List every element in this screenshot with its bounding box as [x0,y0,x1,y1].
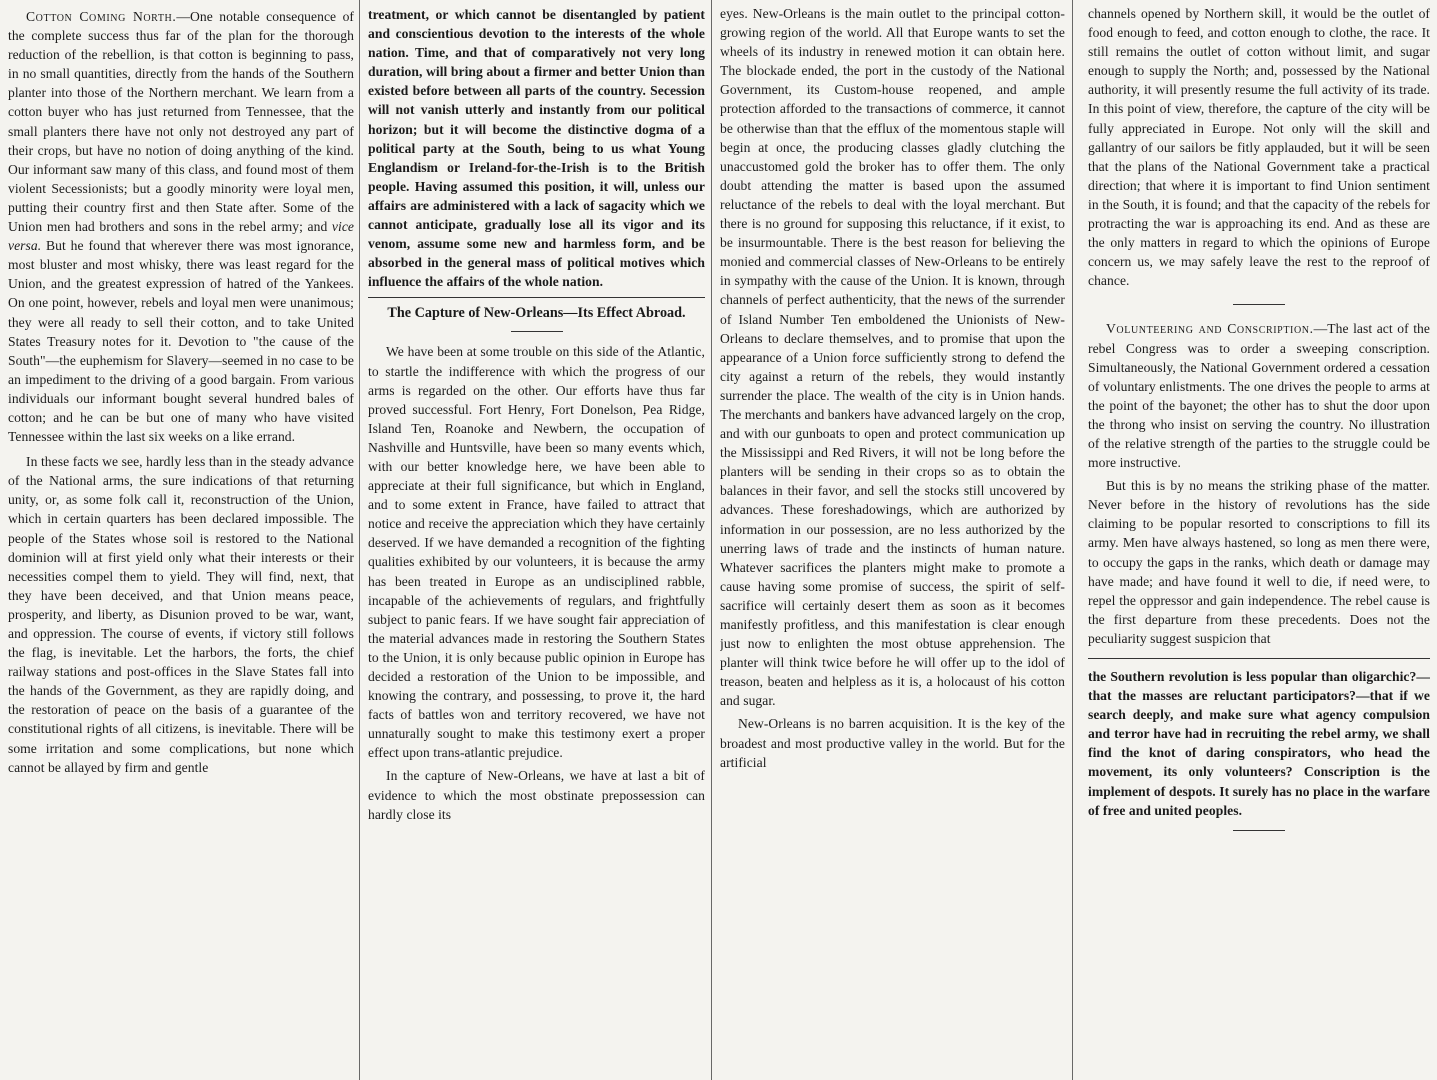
conscription-article-lead: Volunteering and Conscription. [1106,321,1314,337]
cotton-article-paragraph-2: In these facts we see, hardly less than in the steady advance of the National arms, the sure indications of that returning unity, or, as some folk call it, reconstruction of the Union, which in certain quarters has been declared impossible. The people of the States whose soil is restored to the National dominion will at first yield only what their interests or their necessities compel them to yield. They will find, next, that they have been deceived, and that Union means peace, prosperity, and liberty, as Disunion proved to be war, want, and oppression. The course of events, if victory still follows the flag, is inevitable. Let the harbors, the forts, the chief railway stations and post-offices in the Slave States fall into the hands of the Government, as they are rapidly doing, and the restoration of peace on the basis of a guarantee of the constitutional rights of all citizens, is inevitable. There will be some irritation and some complications, but none which cannot be allayed by firm and gentle [8,454,354,775]
column-4 [1088,0,1430,1080]
capture-article-paragraph-1: We have been at some trouble on this side of the Atlantic, to startle the indifference with which the progress of our arms is regarded on the other. Our efforts have thus far proved successful. Fort Henry, Fort Donelson, Pea Ridge, Island Ten, Roanoke and Newbern, the occupation of Nashville and Huntsville, have been so many events which, with our better knowledge here, we have been able to appreciate at their full significance, but which in England, and to some extent in France, have failed to attract that notice and receive the appreciation which they have certainly deserved. If we have demanded a recognition of the fighting qualities exhibited by our volunteers, it is because the army has been treated in Europe as an undisciplined rabble, incapable of the achievements of regulars, and frightfully subject to panic fears. If we have sought fair appreciation of the material advances made in restoring the Southern States to the Union, it is only because public opinion in Europe has decided a restoration of the Union to be impossible, and knowing the contrary, and possessing, to prove it, the hard facts of battles won and territory recovered, we have not unnaturally sought to make this testimony exert a proper effect upon trans-atlantic prejudice. [368,344,705,761]
column-2 [368,0,705,1080]
capture-article-conclusion: channels opened by Northern skill, it would be the outlet of food enough to feed, and cotton enough to clothe, the race. It still remains the outlet of cotton without limit, and sugar enough to supply the North; and, possessed by the National authority, it will presently resume the full activity of its trade. In this point of view, therefore, the capture of the city will be fully appreciated in Europe. Not only will the skill and gallantry of our sailors be fitly applauded, but it will be seen that the plans of the National Government take a practical direction; that where it is important to find Union sentiment in the South, it is found; and that the capacity of the rebels for protracting the war is approaching its end. And as these are the only matters in regard to which the opinions of Europe concern us, we may safely leave the rest to the reproof of chance. [1088,6,1430,289]
conscription-article-paragraph-2: But this is by no means the striking phase of the matter. Never before in the history of revolutions has the side claiming to be popular resorted to conscriptions to fill its army. Men have always hastened, so long as men there were, to occupy the gaps in the ranks, which death or damage may have made; and have found it well to die, if need were, to repel the oppressor and gain independence. The rebel cause is the first departure from these precedents. Does not the peculiarity suggest suspicion that [1088,478,1430,646]
capture-article-continuation: eyes. New-Orleans is the main outlet to the principal cotton-growing region of the world. All that Europe wants to set the wheels of its industry in renewed motion it can obtain here. The blockade ended, the port in the custody of the National Government, its Custom-house reopened, and ample protection afforded to the transactions of commerce, it cannot be otherwise than that the efflux of the momentous staple will begin at once, the producing classes gladly clutching the unaccustomed gold the broker has to offer them. The only doubt attending the matter is based upon the assumed reluctance of the rebels to deal with the loyal merchant. But there is no ground for supposing this reluctance, if it exist, to be insurmountable. There is the best reason for believing the monied and commercial classes of New-Orleans to be entirely in sympathy with the cause of the Union. It is known, through channels of perfect authenticity, that the news of the surrender of Island Number Ten emboldened the Unionists of New-Orleans to declare themselves, and to promise that upon the appearance of a Union force sufficiently strong to defend the city against a return of the rebels, they would instantly surrender the place. The wealth of the city is in Union hands. The merchants and bankers have advanced largely on the crop, and with our gunboats to open and protect communication up the Mississippi and Red Rivers, it will not be long before the planters will be sending in their crops so as to obtain the balances in their favor, and sell the stocks still uncovered by advances. These foreshadowings, which are authorized by information in our possession, are no less authorized by the unerring laws of trade and the instincts of human nature. Whatever sacrifices the planters might make to promote a cause having some promise of success, the spirit of self-sacrifice will certainly desert them as soon as it becomes manifestly profitless, and this manifestation is clear enough just now to enlighten the most obtuse apprehension. The planter will think twice before he will offer up to the idol of treason, beaten and helpless as it is, a holocaust of his cotton and sugar. [720,6,1065,709]
cotton-article-paragraph-1 [8,7,354,446]
column-3 [720,0,1065,1080]
column-rule-2 [711,0,712,1080]
column-rule-3 [1072,0,1073,1080]
column-1 [8,0,354,1080]
conscription-article-paragraph-3: the Southern revolution is less popular than oligarchic?—that the masses are reluctant participators?—that if we search deeply, and make sure what agency compulsion and terror have had in recruiting the rebel army, we shall find the knot of daring conspirators, who head the movement, its only volunteers? Conscription is the implement of despots. It surely has no place in the warfare of free and united peoples. [1088,669,1430,818]
capture-article-paragraph-2: In the capture of New-Orleans, we have at last a bit of evidence to which the most obstinate prepossession can hardly close its [368,768,705,822]
end-rule [1233,830,1285,831]
conscription-divider [1088,658,1430,659]
conscription-article-text: —The last act of the rebel Congress was to order a sweeping conscription. Simultaneously, the National Government ordered a cessation of voluntary enlistments. The one drives the people to arms at the point of the bayonet; the other has to shut the door upon the throng who insist on serving the country. No illustration of the relative strength of the parties to the struggle could be more instructive. [1088,321,1430,471]
column-rule-1 [359,0,360,1080]
cotton-article-italic: vice versa. [8,219,354,254]
cotton-article-continuation: treatment, or which cannot be disentangled by patient and conscientious devotion to the interests of the whole nation. Time, and that of comparatively not very long duration, will bring about a firmer and better Union than existed before between all parts of the country. Secession will not vanish utterly and instantly from our political horizon; but it will become the distinctive dogma of a political party at the South, being to us what Young Englandism or Ireland-for-the-Irish is to the British people. Having assumed this position, it will, unless our affairs are administered with a lack of sagacity which we cannot anticipate, gradually lose all its vigor and its venom, assume some new and harmless form, and be absorbed in the general mass of political motives which influence the affairs of the whole nation. [368,7,705,290]
headline-rule [511,331,563,332]
cotton-article-text: —One notable consequence of the complete success thus far of the plan for the thorough reduction of the rebellion, is that cotton is beginning to pass, in no small quantities, directly from the hands of the Southern planter into those of the Northern merchant. We learn from a cotton buyer who has just returned from Tennessee, that the small planters there have not only not destroyed any part of their crops, but have no notion of doing anything of the kind. Our informant saw many of this class, and found most of them violent Secessionists; but a goodly minority were loyal men, putting their country first and then State after. Some of the Union men had brothers and sons in the rebel army; and [8,9,354,235]
capture-article-headline: The Capture of New-Orleans—Its Effect Abroad. [387,305,686,322]
article-separator-rule [1233,304,1285,305]
cotton-article-lead: Cotton Coming North. [26,9,177,24]
capture-article-paragraph-3: New-Orleans is no barren acquisition. It is the key of the broadest and most productive valley in the world. But for the artificial [720,716,1065,770]
cotton-article-tail: But he found that wherever there was most ignorance, most bluster and most whisky, there was least regard for the Union, and the greatest expression of hatred of the Yankees. On one point, however, rebels and loyal men were unanimous; they were all ready to sell their cotton, and to take United States Treasury notes for it. Devotion to "the cause of the South"—the euphemism for Slavery—seemed in no case to be an impediment to the driving of a good bargain. From various individuals our informant bought several hundred bales of cotton; and he can be but one of many who have visited Tennessee within the last six weeks on a like errand. [8,238,354,445]
article-divider [368,297,705,298]
conscription-article-paragraph-1 [1088,319,1430,472]
